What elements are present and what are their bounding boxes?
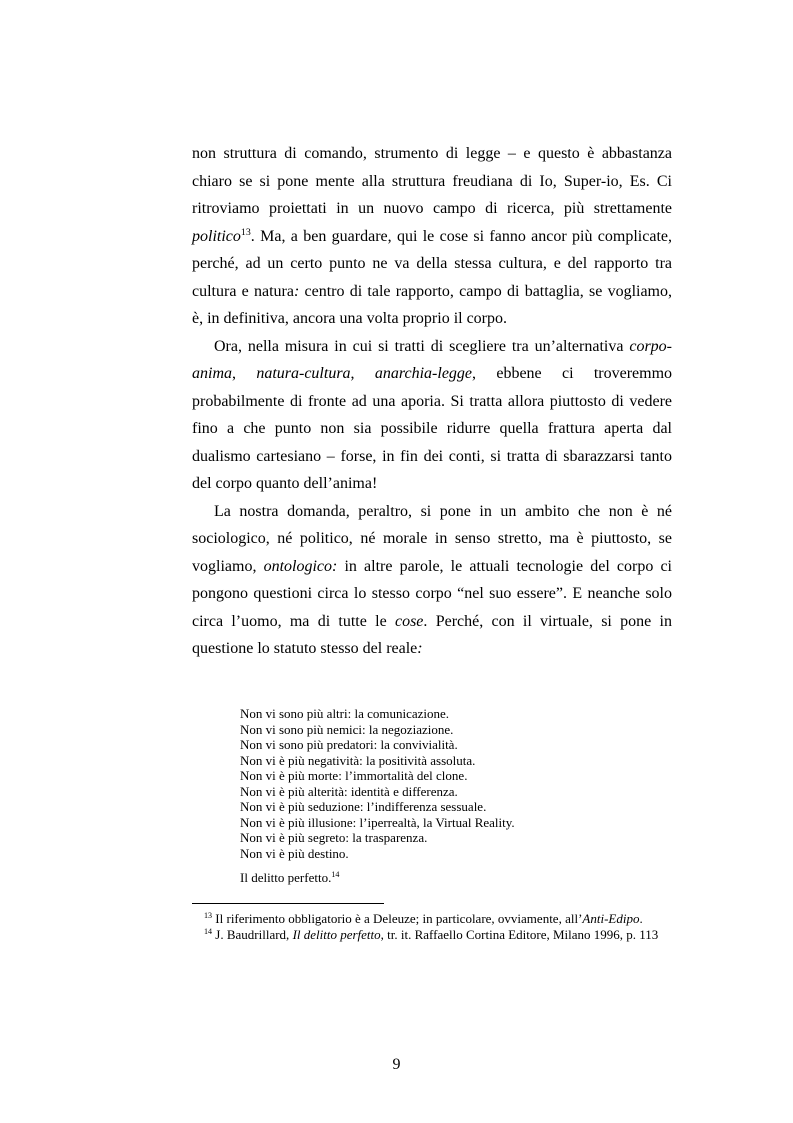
quote-line: Non vi è più segreto: la trasparenza. [240, 830, 428, 845]
footnote-separator [192, 903, 384, 904]
footnote-13: $^{13}$ Il riferimento obbligatorio è a Deleuze; in particolare, ovviamente, all’Anti-Edipo. [204, 911, 643, 926]
paragraph-1: non struttura di comando, strumento di legge – e questo è abbastanza chiaro se si pone mente alla struttura freudiana di Io, Super-io, Es. Ci ritroviamo proiettati in un nuovo campo di ricerca, più strettamente politico$^{13}$. Ma, a ben guardare, qui le cose si fanno ancor più complicate, perché, ad un certo punto ne va della stessa cultura, e del rapporto tra cultura e natura: centro di tale rapporto, campo di battaglia, se vogliamo, è, in definitiva, ancora una volta proprio il corpo. [192, 145, 673, 327]
footnote-14: $^{14}$ J. Baudrillard, Il delitto perfetto, tr. it. Raffaello Cortina Editore, Milano 1996, p. 113 [204, 926, 659, 942]
italic-term: politico [192, 227, 241, 245]
paragraph-3: La nostra domanda, peraltro, si pone in un ambito che non è né sociologico, né politico, né morale in senso stretto, ma è piuttosto, se vogliamo, ontologico: in altre parole, le attuali tecnologie del corpo ci pongono questioni circa lo stesso corpo “nel suo essere”. E neanche solo circa l’uomo, ma di tutte le cose. Perché, con il virtuale, si pone in questione lo statuto stesso del reale: [192, 502, 672, 657]
body-text [192, 140, 672, 663]
italic-term: natura-cultura [256, 365, 351, 382]
quote-line: Non vi sono più predatori: la convivialità. [240, 737, 458, 752]
paragraph-2: Ora, nella misura in cui si tratti di scegliere tra un’alternativa corpo-anima, natura-cultura, anarchia-legge, ebbene ci troveremmo probabilmente di fronte ad una aporia. Si tratta allora piuttosto di vedere fino a che punto non sia possibile ridurre quella frattura aperta dal dualismo cartesiano – forse, in fin dei conti, si tratta di sbarazzarsi tanto del corpo quanto dell’anima! [192, 337, 673, 492]
quote-line: Non vi è più illusione: l’iperrealtà, la Virtual Reality. [240, 814, 515, 830]
quote-line: Non vi è più destino. [240, 845, 349, 861]
italic-term: corpo-anima [192, 337, 672, 382]
quote-line: Non vi sono più altri: la comunicazione. [240, 706, 450, 721]
footnote-ref-13[interactable]: 13 [240, 226, 251, 238]
italic-term: ontologico: [263, 557, 338, 575]
footnote-ref-14[interactable]: 14 [331, 870, 340, 880]
quote-line: Non vi è più alterità: identità e differenza. [240, 783, 458, 799]
quote-line: Non vi è più negatività: la positività assoluta. [240, 752, 476, 768]
quote-closing: Il delitto perfetto.$^{14}$ [240, 870, 340, 885]
italic-term: anarchia-legge [374, 365, 473, 382]
quote-line: Non vi è più morte: l’immortalità del clone. [240, 768, 468, 783]
page-number: 9 [392, 1056, 401, 1073]
quote-line: Non vi è più seduzione: l’indifferenza sessuale. [240, 799, 487, 814]
italic-term: cose [394, 612, 424, 630]
block-quote [240, 706, 515, 886]
footnotes [204, 911, 658, 942]
quote-line: Non vi sono più nemici: la negoziazione. [240, 721, 454, 737]
